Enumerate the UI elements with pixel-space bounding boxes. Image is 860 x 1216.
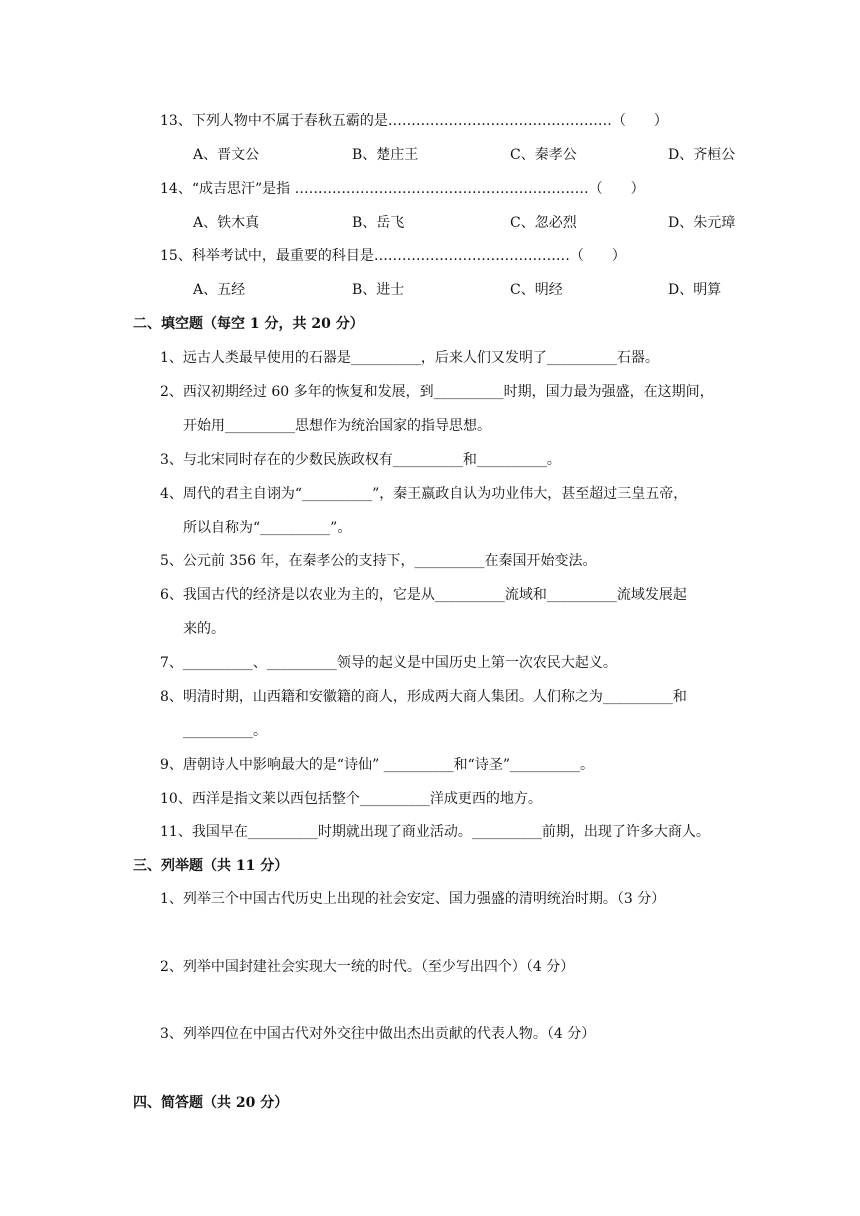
option-c: C、秦孝公 — [510, 147, 577, 163]
question-13: 13、下列人物中不属于春秋五霸的是…………………………………………（ ） — [160, 113, 668, 129]
fill-question: 6、我国古代的经济是以农业为主的，它是从__________流域和__________流域发展起 — [160, 587, 687, 603]
option-b: B、楚庄王 — [352, 147, 419, 163]
list-question: 2、列举中国封建社会实现大一统的时代。（至少写出四个）（4 分） — [160, 959, 575, 975]
option-c: C、明经 — [510, 282, 563, 298]
question-15: 15、科举考试中，最重要的科目是……………………………………（ ） — [160, 248, 626, 264]
option-c: C、忽必烈 — [510, 215, 577, 231]
fill-question: 10、西洋是指文莱以西包括整个__________洋成更西的地方。 — [160, 791, 542, 807]
fill-question-continued: __________。 — [183, 723, 267, 739]
fill-question: 2、西汉初期经过 60 多年的恢复和发展，到__________时期，国力最为强盛，在这期间， — [160, 384, 714, 400]
list-question: 3、列举四位在中国古代对外交往中做出杰出贡献的代表人物。（4 分） — [160, 1026, 596, 1042]
fill-question-continued: 开始用__________思想作为统治国家的指导思想。 — [183, 418, 491, 434]
option-a: A、晋文公 — [193, 147, 260, 163]
fill-question: 1、远古人类最早使用的石器是__________，后来人们又发明了__________石器。 — [160, 350, 659, 366]
section-heading-fill: 二、填空题（每空 1 分，共 20 分） — [133, 316, 364, 332]
option-b: B、岳飞 — [352, 215, 405, 231]
fill-question: 9、唐朝诗人中影响最大的是“诗仙” __________和“诗圣”__________。 — [160, 757, 594, 773]
fill-question: 7、__________、__________领导的起义是中国历史上第一次农民大起义。 — [160, 655, 617, 671]
fill-question: 4、周代的君主自诩为“__________”，秦王嬴政自认为功业伟大，甚至超过三皇五帝， — [160, 486, 688, 502]
question-14: 14、“成吉思汗”是指 ………………………………………………………（ ） — [160, 181, 645, 197]
fill-question: 8、明清时期，山西籍和安徽籍的商人，形成两大商人集团。人们称之为__________和 — [160, 689, 687, 705]
option-d: D、明算 — [668, 282, 722, 298]
list-question: 1、列举三个中国古代历史上出现的社会安定、国力强盛的清明统治时期。（3 分） — [160, 891, 666, 907]
option-b: B、进士 — [352, 282, 405, 298]
section-heading-short-answer: 四、简答题（共 20 分） — [133, 1095, 289, 1111]
fill-question: 3、与北宋同时存在的少数民族政权有__________和__________。 — [160, 452, 561, 468]
section-heading-list: 三、列举题（共 11 分） — [133, 858, 289, 874]
fill-question-continued: 所以自称为“__________”。 — [183, 520, 352, 536]
option-d: D、齐桓公 — [668, 147, 736, 163]
fill-question: 11、我国早在__________时期就出现了商业活动。__________前期，出现了许多大商人。 — [160, 824, 710, 840]
fill-question: 5、公元前 356 年，在秦孝公的支持下，__________在秦国开始变法。 — [160, 553, 597, 569]
option-a: A、五经 — [193, 282, 246, 298]
option-d: D、朱元璋 — [668, 215, 736, 231]
option-a: A、铁木真 — [193, 215, 260, 231]
fill-question-continued: 来的。 — [183, 621, 225, 637]
